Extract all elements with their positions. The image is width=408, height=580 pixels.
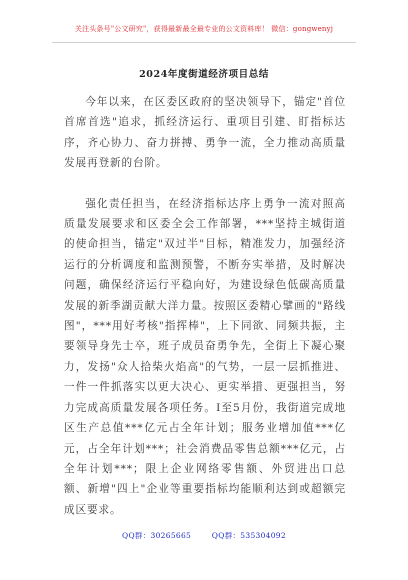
document-title: 2024年度街道经济项目总结	[139, 69, 269, 80]
paragraph-intro: 今年以来，在区委区政府的坚决领导下，锚定"首位首席首选"追求，抓经济运行、重项目引建、盯指标达序，齐心协力、奋力拼搏、勇争一流，全力推动高质量发展再登新的台阶。	[64, 96, 346, 170]
header-banner: 关注头条号"公文研究"，获得最新最全最专业的公文资料库！ 微信：gongwenyj	[74, 25, 334, 33]
paragraph-responsibility: 强化责任担当，在经济指标达序上勇争一流对照高质量发展要求和区委全会工作部署，***坚持主城街道的使命担当，锚定"双过半"目标，精准发力，加强经济运行的分析调度和监测预警，不断夯实举措，及时解决问题，确保经济运行平稳向好，为建设绿色低碳高质量发展的新季湖贡献大洋力量。按照区委精心擘画的"路线图"，***用好考核"指挥棒"，上下同欲、同频共振，主要领导身先士卒，班子成员奋勇争先，全街上下凝心聚力，发扬"众人拾柴火焰高"的气势，一层一层抓推进、一件一件抓落实以更大决心、更实举措、更强担当，努力完成高质量发展各项任务。I至5月份，我街道完成地区生产总值***亿元占全年计划；服务业增加值***亿元，占全年计划***；社会消费品零售总额***亿元，占全年计划***；限上企业网络零售额、外贸进出口总额、新增"四上"企业等重要指标均能顺利达到或超额完成区要求。	[64, 197, 346, 516]
document-body	[64, 92, 346, 520]
qq-group-1: QQ群：30265665	[122, 531, 192, 540]
qq-group-2: QQ群：535304092	[211, 531, 286, 540]
header-divider	[52, 42, 356, 43]
footer-contact	[0, 530, 408, 541]
